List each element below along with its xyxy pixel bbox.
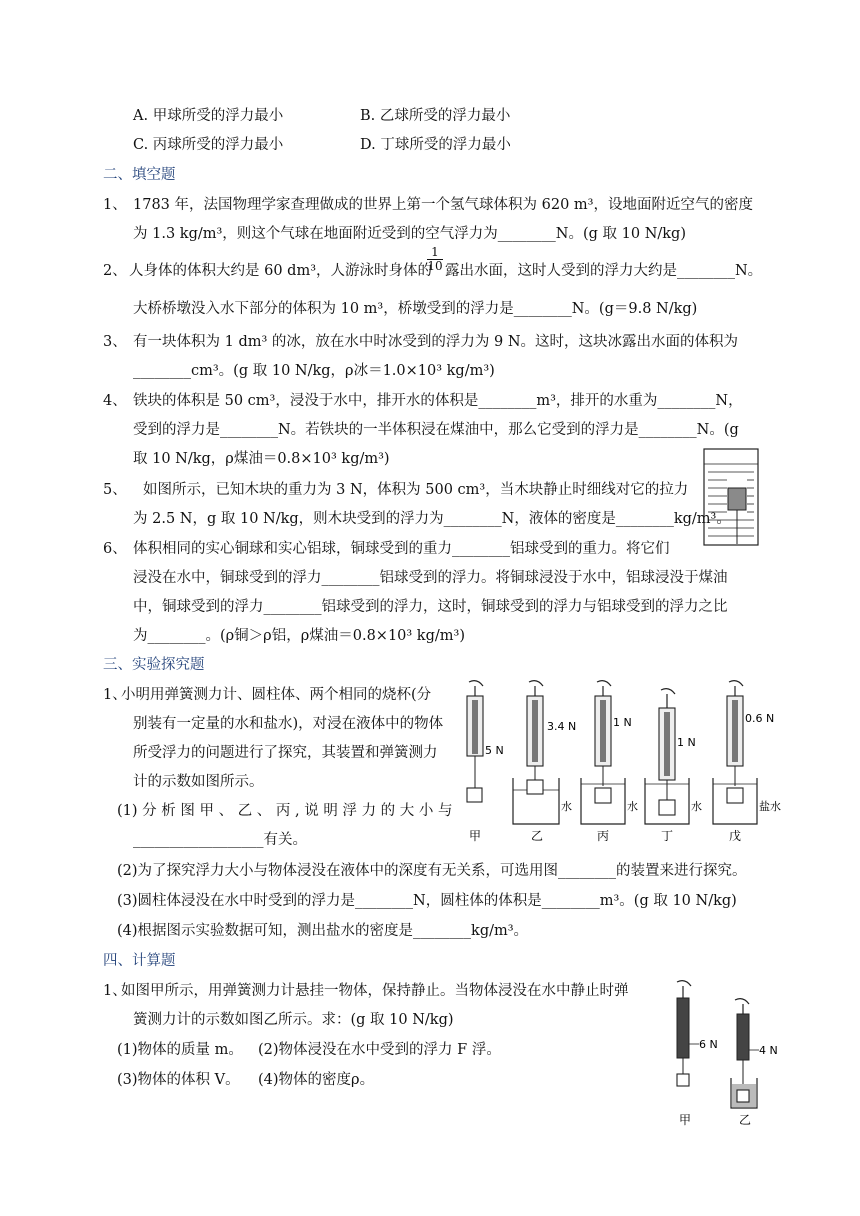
hand-icon xyxy=(735,999,749,1004)
exp1-p1b: __________________有关。 xyxy=(133,832,307,848)
meter-calc-jia xyxy=(677,981,718,1086)
q2-fraction xyxy=(427,246,443,273)
q3-line1: 有一块体积为 1 dm³ 的冰，放在水中时冰受到的浮力为 9 N。这时，这块冰露出水面的体积为 xyxy=(133,334,739,350)
q1-number: 1、 xyxy=(103,197,127,213)
q2-line1a: 人身体的体积大约是 60 dm³，人游泳时身体的 xyxy=(129,263,433,279)
calc1-number: 1、 xyxy=(103,983,127,999)
q5-figure xyxy=(703,448,759,546)
calc1-line2: 簧测力计的示数如图乙所示。求：(g 取 10 N/kg) xyxy=(133,1012,454,1028)
label-yi: 乙 xyxy=(531,829,544,843)
q3-line2: ________cm³。(g 取 10 N/kg，ρ冰＝1.0×10³ kg/m³) xyxy=(133,363,495,379)
hand-icon xyxy=(469,681,483,686)
fraction-numerator: 1 xyxy=(431,245,439,259)
q4-line3: 取 10 N/kg，ρ煤油＝0.8×10³ kg/m³) xyxy=(133,451,390,467)
q4-number: 4、 xyxy=(103,393,127,409)
q4-line2: 受到的浮力是________N。若铁块的一半体积浸在煤油中，那么它受到的浮力是________N。(g xyxy=(133,422,739,438)
calc-reading-yi: 4 N xyxy=(759,1044,778,1057)
label-jia: 甲 xyxy=(469,829,482,843)
hand-icon xyxy=(529,681,543,686)
exp1-line1: 小明用弹簧测力计、圆柱体、两个相同的烧杯(分 xyxy=(121,687,432,703)
q6-line3: 中，铜球受到的浮力________铝球受到的浮力，这时，铜球受到的浮力与铝球受到的浮力之比 xyxy=(133,599,728,615)
hand-icon xyxy=(597,681,611,686)
liquid-wu: 盐水 xyxy=(759,800,781,813)
reading-bing: 1 N xyxy=(613,716,632,729)
option-b: B. 乙球所受的浮力最小 xyxy=(360,108,511,124)
reading-ding: 1 N xyxy=(677,736,696,749)
hand-icon xyxy=(661,689,675,694)
q6-line4: 为________。(ρ铜＞ρ铝，ρ煤油＝0.8×10³ kg/m³) xyxy=(133,628,465,644)
label-ding: 丁 xyxy=(661,829,674,843)
reading-yi: 3.4 N xyxy=(547,720,577,733)
calc1-q3: (3)物体的体积 V。 xyxy=(117,1072,240,1088)
q2-line2: 大桥桥墩没入水下部分的体积为 10 m³，桥墩受到的浮力是________N。(g＝9.8 N/kg) xyxy=(133,301,698,317)
section-fill-title: 二、填空题 xyxy=(103,167,176,183)
exp1-line4: 计的示数如图所示。 xyxy=(133,774,264,790)
meter-yi xyxy=(513,681,576,824)
calc1-q2: (2)物体浸没在水中受到的浮力 F 浮。 xyxy=(258,1042,501,1058)
q6-number: 6、 xyxy=(103,541,127,557)
liquid-ding: 水 xyxy=(691,800,702,813)
section-exp-title: 三、实验探究题 xyxy=(103,657,205,673)
meter-ding xyxy=(645,689,702,824)
q6-line2: 浸没在水中，铜球受到的浮力________铝球受到的浮力。将铜球浸没于水中，铝球浸没于煤油 xyxy=(133,570,728,586)
q4-line1: 铁块的体积是 50 cm³，浸没于水中，排开水的体积是________m³，排开的水重为________N， xyxy=(133,393,743,409)
object-block xyxy=(677,1074,689,1086)
meter-calc-yi xyxy=(731,999,778,1108)
exp1-p1a: (1) 分 析 图 甲 、 乙 、 丙 , 说 明 浮 力 的 大 小 与 xyxy=(117,803,453,819)
exp1-p3: (3)圆柱体浸没在水中时受到的浮力是________N，圆柱体的体积是________m³。(g 取 10 N/kg) xyxy=(117,893,737,909)
reading-jia: 5 N xyxy=(485,744,504,757)
option-d: D. 丁球所受的浮力最小 xyxy=(360,137,511,153)
hand-icon xyxy=(729,681,743,686)
calc-reading-jia: 6 N xyxy=(699,1038,718,1051)
calc1-q1: (1)物体的质量 m。 xyxy=(117,1042,243,1058)
q5-number: 5、 xyxy=(103,482,127,498)
cylinder-block xyxy=(467,788,482,802)
fraction-denominator: 10 xyxy=(427,259,443,273)
calc-label-yi: 乙 xyxy=(739,1113,752,1127)
q3-number: 3、 xyxy=(103,334,127,350)
label-bing: 丙 xyxy=(597,829,610,843)
q1-line2: 为 1.3 kg/m³，则这个气球在地面附近受到的空气浮力为________N。(g 取 10 N/kg) xyxy=(133,226,686,242)
exp1-line3: 所受浮力的问题进行了探究，其装置和弹簧测力 xyxy=(133,745,438,761)
q5-line1: 如图所示，已知木块的重力为 3 N，体积为 500 cm³，当木块静止时细线对它的拉力 xyxy=(143,482,689,498)
calc1-figure xyxy=(665,978,778,1130)
option-c: C. 丙球所受的浮力最小 xyxy=(133,137,284,153)
reading-wu: 0.6 N xyxy=(745,712,775,725)
calc1-q4: (4)物体的密度ρ。 xyxy=(258,1072,375,1088)
hand-icon xyxy=(677,981,691,986)
q1-line1: 1783 年，法国物理学家查理做成的世界上第一个氢气球体积为 620 m³，设地面附近空气的密度 xyxy=(133,197,753,213)
exp1-p4: (4)根据图示实验数据可知，测出盐水的密度是________kg/m³。 xyxy=(117,923,529,939)
exp1-p2: (2)为了探究浮力大小与物体浸没在液体中的深度有无关系，可选用图________的装置来进行探究。 xyxy=(117,863,747,879)
q2-number: 2、 xyxy=(103,263,127,279)
q5-line2: 为 2.5 N，g 取 10 N/kg，则木块受到的浮力为________N，液体的密度是________kg/m³。 xyxy=(133,511,731,527)
q2-line1b: 露出水面，这时人受到的浮力大约是________N。 xyxy=(445,263,763,279)
exp1-line2: 别装有一定量的水和盐水)，对浸在液体中的物体 xyxy=(133,716,444,732)
calc-label-jia: 甲 xyxy=(679,1113,692,1127)
meter-wu xyxy=(713,681,781,824)
meter-jia xyxy=(467,681,504,802)
meter-bing xyxy=(581,681,638,824)
q6-line1: 体积相同的实心铜球和实心铝球，铜球受到的重力________铝球受到的重力。将它们 xyxy=(133,541,670,557)
section-calc-title: 四、计算题 xyxy=(103,953,176,969)
calc1-line1: 如图甲所示，用弹簧测力计悬挂一物体，保持静止。当物体浸没在水中静止时弹 xyxy=(121,983,629,999)
label-wu: 戊 xyxy=(729,829,742,843)
option-a: A. 甲球所受的浮力最小 xyxy=(133,108,284,124)
wood-block xyxy=(728,488,746,510)
liquid-yi: 水 xyxy=(561,800,572,813)
exp1-figure xyxy=(455,680,785,850)
exp1-number: 1、 xyxy=(103,687,127,703)
liquid-bing: 水 xyxy=(627,800,638,813)
